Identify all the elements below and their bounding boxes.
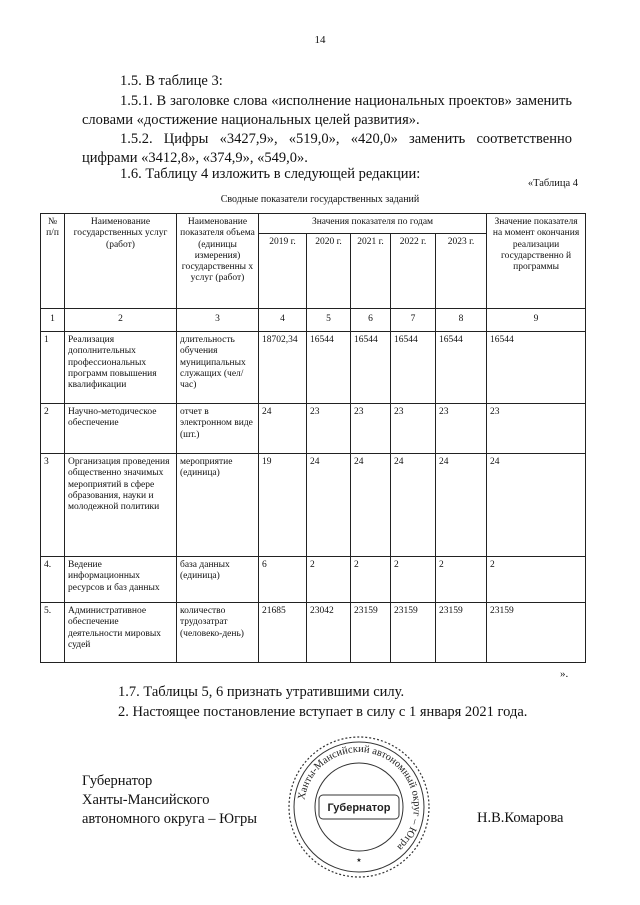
value-2021: 16544 — [351, 332, 391, 404]
paragraph-1-7: 1.7. Таблицы 5, 6 признать утратившими силу. — [118, 684, 405, 700]
table-row — [41, 332, 586, 404]
value-2022: 16544 — [391, 332, 436, 404]
value-2020: 16544 — [307, 332, 351, 404]
header-years-group: Значения показателя по годам — [259, 214, 487, 234]
paragraph-2: 2. Настоящее постановление вступает в силу с 1 января 2021 года. — [118, 704, 528, 720]
table-row — [41, 557, 586, 603]
column-number: 4 — [259, 309, 307, 332]
signer-title-line: Губернатор — [82, 773, 153, 789]
value-2022: 23159 — [391, 603, 436, 663]
value-2023: 24 — [436, 454, 487, 557]
column-number: 1 — [41, 309, 65, 332]
header-year: 2023 г. — [436, 234, 487, 309]
paragraph-1-5-1: 1.5.1. В заголовке слова «исполнение национальных проектов» заменить словами «достижение национальных целей развития». — [82, 93, 572, 128]
column-number: 7 — [391, 309, 436, 332]
value-final: 16544 — [487, 332, 586, 404]
indicator-name: количество трудозатрат (человеко-день) — [177, 603, 259, 663]
header-year: 2021 г. — [351, 234, 391, 309]
value-2020: 24 — [307, 454, 351, 557]
signer-title-line: Ханты-Мансийского — [82, 792, 210, 808]
value-2022: 23 — [391, 404, 436, 454]
header-year: 2019 г. — [259, 234, 307, 309]
page-number: 14 — [314, 34, 326, 46]
row-number: 5. — [41, 603, 65, 663]
signer-name: Н.В.Комарова — [477, 810, 564, 826]
service-name: Научно-методическое обеспечение — [65, 404, 177, 454]
value-2021: 24 — [351, 454, 391, 557]
signer-title — [82, 772, 257, 829]
value-2023: 16544 — [436, 332, 487, 404]
value-2020: 23042 — [307, 603, 351, 663]
value-2019: 24 — [259, 404, 307, 454]
indicator-name: база данных (единица) — [177, 557, 259, 603]
seal-star-icon: ★ — [356, 858, 362, 864]
header-year: 2022 г. — [391, 234, 436, 309]
row-number: 3 — [41, 454, 65, 557]
value-final: 2 — [487, 557, 586, 603]
service-name: Организация проведения общественно значимых мероприятий в сфере образования, науки и молодежной политики — [65, 454, 177, 557]
column-number: 3 — [177, 309, 259, 332]
seal-center-text: Губернатор — [327, 802, 391, 814]
table-row — [41, 404, 586, 454]
value-2021: 2 — [351, 557, 391, 603]
indicator-name: мероприятие (единица) — [177, 454, 259, 557]
column-number: 9 — [487, 309, 586, 332]
value-2023: 23159 — [436, 603, 487, 663]
signer-title-line: автономного округа – Югры — [82, 811, 258, 827]
value-final: 24 — [487, 454, 586, 557]
value-2022: 2 — [391, 557, 436, 603]
value-2020: 2 — [307, 557, 351, 603]
paragraph-1-6: 1.6. Таблицу 4 изложить в следующей редакции: — [120, 166, 421, 182]
official-seal — [286, 734, 432, 880]
header-volume: Наименование показателя объема (единицы измерения) государственны х услуг (работ) — [177, 214, 259, 309]
paragraph-1-5-2: 1.5.2. Цифры «3427,9», «519,0», «420,0» заменить соответственно цифрами «3412,8», «374,9», «549,0». — [82, 131, 572, 166]
header-final-value: Значение показателя на момент окончания реализации государственно й программы — [487, 214, 586, 309]
table-note: «Таблица 4 — [527, 178, 578, 189]
value-2021: 23159 — [351, 603, 391, 663]
column-number-row — [41, 309, 586, 332]
seal-ring-text: Ханты-Мансийский автономный округ – Югра — [296, 743, 423, 853]
header-service: Наименование государственных услуг (работ) — [65, 214, 177, 309]
paragraph-1-5: 1.5. В таблице 3: — [120, 73, 223, 89]
row-number: 1 — [41, 332, 65, 404]
value-2019: 21685 — [259, 603, 307, 663]
value-2023: 2 — [436, 557, 487, 603]
column-number: 2 — [65, 309, 177, 332]
value-2019: 19 — [259, 454, 307, 557]
value-final: 23 — [487, 404, 586, 454]
service-name: Реализация дополнительных профессиональных программ повышения квалификации — [65, 332, 177, 404]
service-name: Ведение информационных ресурсов и баз данных — [65, 557, 177, 603]
row-number: 4. — [41, 557, 65, 603]
column-number: 6 — [351, 309, 391, 332]
value-2019: 18702,34 — [259, 332, 307, 404]
indicator-name: отчет в электронном виде (шт.) — [177, 404, 259, 454]
value-final: 23159 — [487, 603, 586, 663]
table-row — [41, 603, 586, 663]
header-year: 2020 г. — [307, 234, 351, 309]
value-2019: 6 — [259, 557, 307, 603]
table-closing-quote: ». — [560, 668, 569, 680]
indicators-table — [40, 213, 586, 663]
service-name: Административное обеспечение деятельности мировых судей — [65, 603, 177, 663]
value-2023: 23 — [436, 404, 487, 454]
table-row — [41, 454, 586, 557]
table-caption: Сводные показатели государственных заданий — [220, 194, 420, 205]
header-num: № п/п — [41, 214, 65, 309]
row-number: 2 — [41, 404, 65, 454]
indicator-name: длительность обучения муниципальных служащих (чел/час) — [177, 332, 259, 404]
column-number: 5 — [307, 309, 351, 332]
value-2020: 23 — [307, 404, 351, 454]
value-2021: 23 — [351, 404, 391, 454]
value-2022: 24 — [391, 454, 436, 557]
column-number: 8 — [436, 309, 487, 332]
